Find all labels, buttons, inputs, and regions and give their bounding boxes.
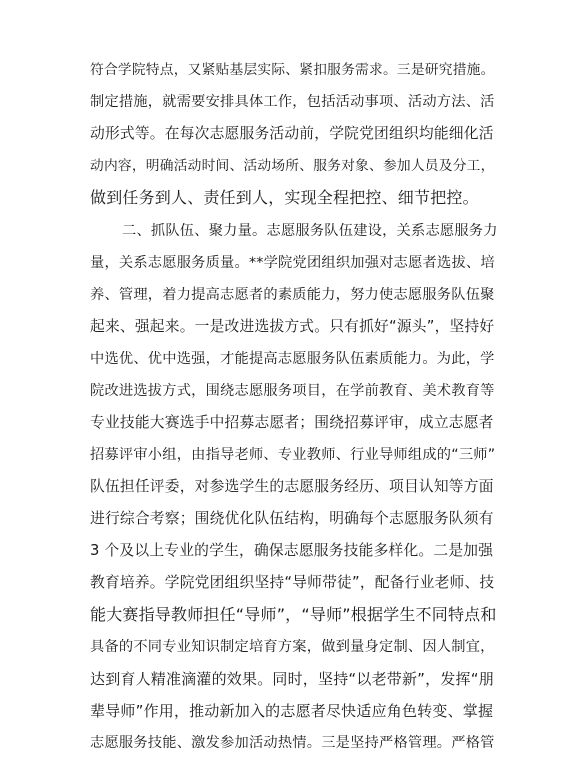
text-line: 队伍担任评委，对参选学生的志愿服务经历、项目认知等方面 [90,478,494,495]
text-line: 中选优、优中选强，才能提高志愿服务队伍素质能力。为此，学 [90,351,495,367]
text-line: 教育培养。学院党团组织坚持“导师带徒”，配备行业老师、技 [90,574,495,591]
text-line: 辈导师”作用，推动新加入的志愿者尽快适应角色转变、掌握 [90,702,494,720]
text-line: 量，关系志愿服务质量。**学院党团组织加强对志愿者选拔、培 [90,255,495,271]
text-line: 动形式等。在每次志愿服务活动前，学院党团组织均能细化活 [90,125,494,142]
text-line: 养、管理，着力提高志愿者的素质能力，努力使志愿服务队伍聚 [90,287,495,303]
section-heading-line: 二、抓队伍、聚力量。志愿服务队伍建设，关系志愿服务力 [122,223,498,239]
text-line: 达到育人精准滴灌的效果。同时，坚持“以老带新”，发挥“朋 [90,670,494,688]
text-line: 起来、强起来。一是改进选拔方式。只有抓好“源头”，坚持好 [90,318,495,335]
text-line: 专业技能大赛选手中招募志愿者；围绕招募评审，成立志愿者 [90,414,494,431]
text-line: 志愿服务技能、激发参加活动热情。三是坚持严格管理。严格管 [90,735,495,751]
text-line: 符合学院特点，又紧贴基层实际、紧扣服务需求。三是研究措施。 [90,62,495,78]
text-line: 动内容，明确活动时间、活动场所、服务对象、参加人员及分工， [90,158,495,174]
text-line: 进行综合考察；围绕优化队伍结构，明确每个志愿服务队须有 [90,510,494,527]
text-line: 院改进选拔方式，围绕志愿服务项目，在学前教育、美术教育等 [90,383,495,399]
text-line: 招募评审小组，由指导老师、专业教师、行业导师组成的“三师” [90,447,496,463]
text-line: 3 个及以上专业的学生，确保志愿服务技能多样化。二是加强 [90,542,494,559]
text-line: 能大赛指导教师担任“导师”，“导师”根据学生不同特点和 [90,605,497,624]
text-line: 制定措施，就需要安排具体工作，包括活动事项、活动方法、活 [90,94,495,110]
text-line: 做到任务到人、责任到人，实现全程把控、细节把控。 [90,188,479,207]
text-line: 具备的不同专业知识制定培育方案，做到量身定制、因人制宜， [90,639,495,655]
